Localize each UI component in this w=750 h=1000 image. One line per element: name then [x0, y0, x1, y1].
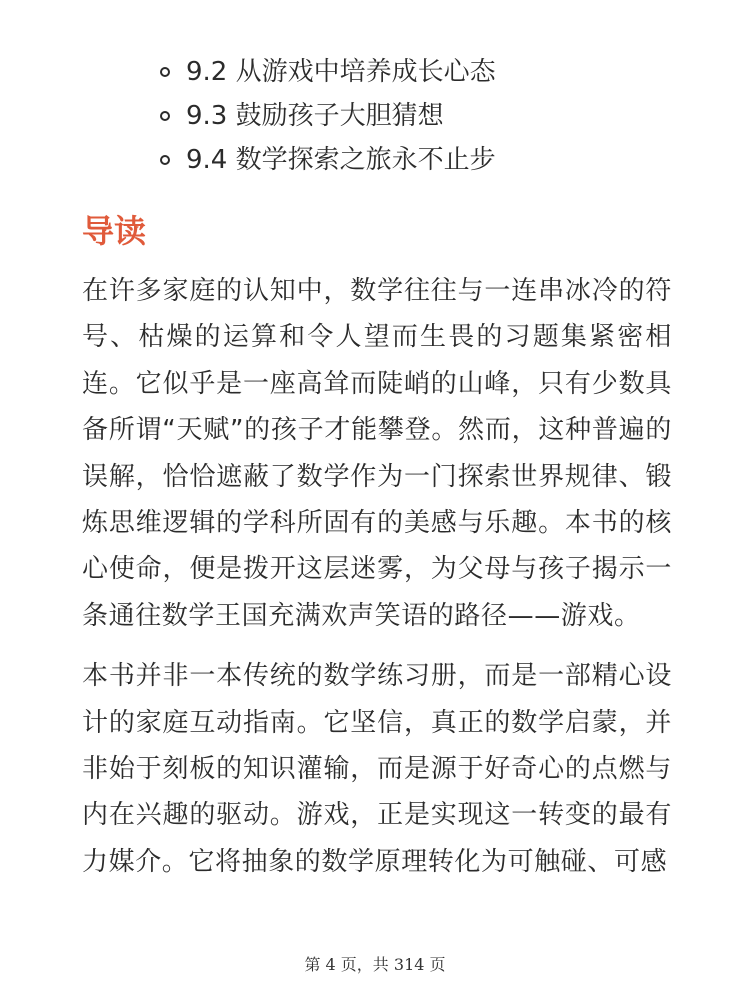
- toc-item-label: 9.2 从游戏中培养成长心态: [186, 57, 496, 87]
- toc-item[interactable]: [160, 94, 496, 138]
- toc-item[interactable]: [160, 138, 496, 182]
- body-text: [82, 268, 672, 885]
- hollow-circle-bullet-icon: [160, 155, 170, 165]
- page-indicator: 第 4 页，共 314 页: [304, 955, 446, 974]
- toc-item-label: 9.4 数学探索之旅永不止步: [186, 145, 496, 175]
- section-heading: 导读: [82, 212, 147, 250]
- hollow-circle-bullet-icon: [160, 111, 170, 121]
- hollow-circle-bullet-icon: [160, 67, 170, 77]
- toc-item[interactable]: [160, 50, 496, 94]
- paragraph: 本书并非一本传统的数学练习册，而是一部精心设计的家庭互动指南。它坚信，真正的数学启蒙，并非始于刻板的知识灌输，而是源于好奇心的点燃与内在兴趣的驱动。游戏，正是实现这一转变的最有力媒介。它将抽象的数学原理转化为可触碰、可感: [82, 661, 672, 877]
- toc-item-label: 9.3 鼓励孩子大胆猜想: [186, 101, 444, 131]
- paragraph: 在许多家庭的认知中，数学往往与一连串冰冷的符号、枯燥的运算和令人望而生畏的习题集紧密相连。它似乎是一座高耸而陡峭的山峰，只有少数具备所谓“天赋”的孩子才能攀登。然而，这种普遍的误解，恰恰遮蔽了数学作为一门探索世界规律、锻炼思维逻辑的学科所固有的美感与乐趣。本书的核心使命，便是拨开这层迷雾，为父母与孩子揭示一条通往数学王国充满欢声笑语的路径——游戏。: [82, 276, 672, 631]
- table-of-contents: [160, 50, 496, 182]
